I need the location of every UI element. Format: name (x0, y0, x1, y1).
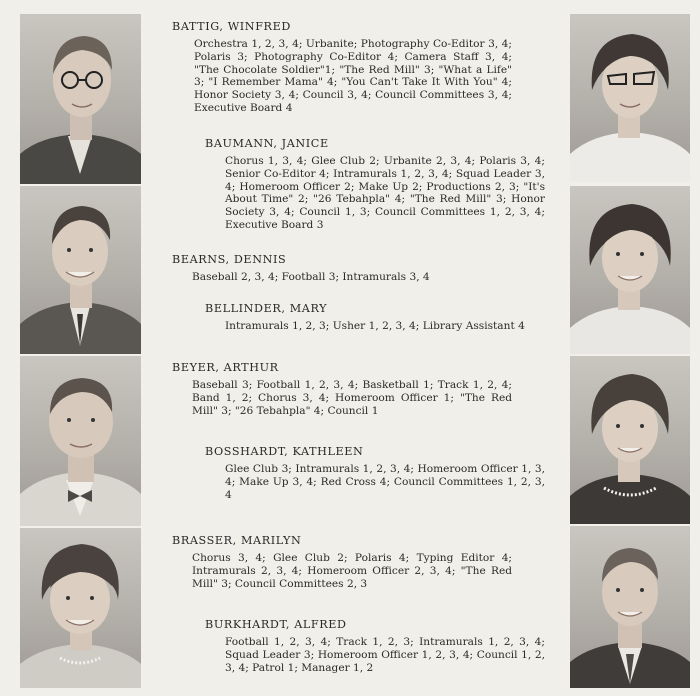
student-activities: Chorus 1, 3, 4; Glee Club 2; Urbanite 2, 3, 4; Polaris 3, 4; Senior Co-Editor 4; Intramurals 1, 2, 3, 4; Squad Leader 3, 4; Homeroom Officer 2; Make Up 2; Productions 2, 3; "It's About Time" 2; "26 Tebahpla" 4; "The Red Mill" 3; Honor Society 3, 4; Council 1, 3; Council Committees 1, 2, 3, 4; Executive Board 3 (225, 155, 545, 231)
student-activities: Baseball 2, 3, 4; Football 3; Intramurals 3, 4 (192, 271, 430, 283)
portrait-image (20, 14, 141, 184)
portrait-baumann-janice (570, 14, 690, 182)
portrait-bearns-dennis (20, 186, 141, 354)
student-activities: Orchestra 1, 2, 3, 4; Urbanite; Photography Co-Editor 3, 4; Polaris 3; Photography Co-Editor 4; Camera Staff 3, 4; "The Chocolate Soldier"1; "The Red Mill" 3; "What a Life" 3; "I Remember Mama" 4; "You Can't Take It With You" 4; Honor Society 3, 4; Council 3, 4; Council Committees 3, 4; Executive Board 4 (194, 38, 512, 114)
entry-brasser-marilyn (172, 534, 512, 590)
student-name: BATTIG, WINFRED (172, 20, 291, 33)
entry-baumann-janice (205, 137, 545, 232)
student-name: BEARNS, DENNIS (172, 253, 287, 266)
student-name: BURKHARDT, ALFRED (205, 618, 347, 631)
student-name: BELLINDER, MARY (205, 302, 328, 315)
portrait-image (570, 14, 690, 182)
portrait-brasser-marilyn (20, 528, 141, 688)
student-name: BRASSER, MARILYN (172, 534, 302, 547)
portrait-image (570, 356, 690, 524)
portrait-image (20, 186, 141, 354)
entry-bellinder-mary (205, 302, 550, 333)
portrait-image (20, 528, 141, 688)
student-name: BOSSHARDT, KATHLEEN (205, 445, 364, 458)
entry-beyer-arthur (172, 361, 512, 417)
student-activities: Football 1, 2, 3, 4; Track 1, 2, 3; Intramurals 1, 2, 3, 4; Squad Leader 3; Homeroom Officer 1, 2, 3, 4; Council 1, 2, 3, 4; Patrol 1; Manager 1, 2 (225, 636, 545, 674)
portrait-burkhardt-alfred (570, 526, 690, 688)
portrait-battig-winfred (20, 14, 141, 184)
student-activities: Intramurals 1, 2, 3; Usher 1, 2, 3, 4; Library Assistant 4 (225, 320, 525, 332)
portrait-beyer-arthur (20, 356, 141, 526)
portrait-image (20, 356, 141, 526)
student-name: BAUMANN, JANICE (205, 137, 329, 150)
entry-bosshardt-kathleen (205, 445, 545, 501)
portrait-image (570, 186, 690, 354)
entry-burkhardt-alfred (205, 618, 545, 674)
student-name: BEYER, ARTHUR (172, 361, 279, 374)
student-activities: Glee Club 3; Intramurals 1, 2, 3, 4; Homeroom Officer 1, 3, 4; Make Up 3, 4; Red Cross 4; Council Committees 1, 2, 3, 4 (225, 463, 545, 501)
portrait-bosshardt-kathleen (570, 356, 690, 524)
entry-battig-winfred (172, 20, 512, 115)
portrait-image (570, 526, 690, 688)
student-activities: Chorus 3, 4; Glee Club 2; Polaris 4; Typing Editor 4; Intramurals 2, 3, 4; Homeroom Officer 2, 3, 4; "The Red Mill" 3; Council Committees 2, 3 (192, 552, 512, 590)
entry-bearns-dennis (172, 253, 532, 284)
student-activities: Baseball 3; Football 1, 2, 3, 4; Basketball 1; Track 1, 2, 4; Band 1, 2; Chorus 3, 4; Homeroom Officer 1; "The Red Mill" 3; "26 Tebahpla" 4; Council 1 (192, 379, 512, 417)
portrait-bellinder-mary (570, 186, 690, 354)
